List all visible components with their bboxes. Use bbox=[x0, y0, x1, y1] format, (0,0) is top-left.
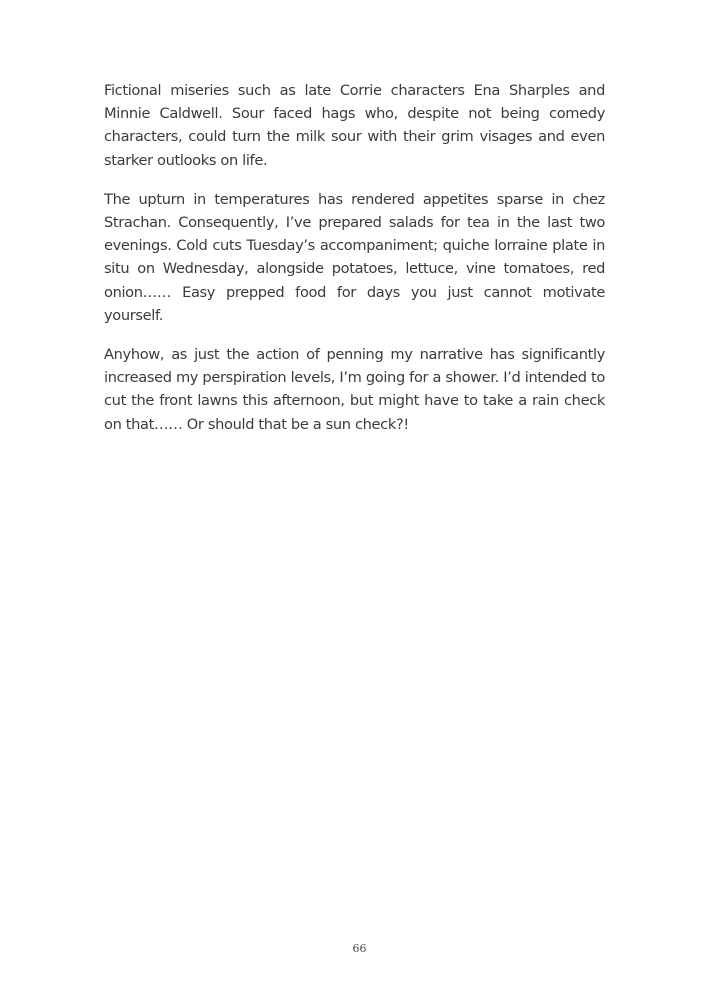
body-text bbox=[104, 79, 605, 452]
paragraph-2: The upturn in temperatures has rendered appetites sparse in chez Strachan. Consequently, I’ve prepared salads for tea in the last two evenings. Cold cuts Tuesday’s accompaniment; quiche lorraine plate in situ on Wednesday, alongside potatoes, lettuce, vine tomatoes, red onion…… Easy prepped food for days you just cannot motivate yourself. bbox=[104, 190, 605, 324]
page-number: 66 bbox=[352, 942, 367, 955]
paragraph-3: Anyhow, as just the action of penning my narrative has significantly increased my perspiration levels, I’m going for a shower. I’d intended to cut the front lawns this afternoon, but might have to take a rain check on that…… Or should that be a sun check?! bbox=[104, 346, 605, 433]
paragraph-1: Fictional miseries such as late Corrie characters Ena Sharples and Minnie Caldwell. Sour faced hags who, despite not being comedy characters, could turn the milk sour with their grim visages and even starker outlooks on life. bbox=[104, 82, 605, 169]
